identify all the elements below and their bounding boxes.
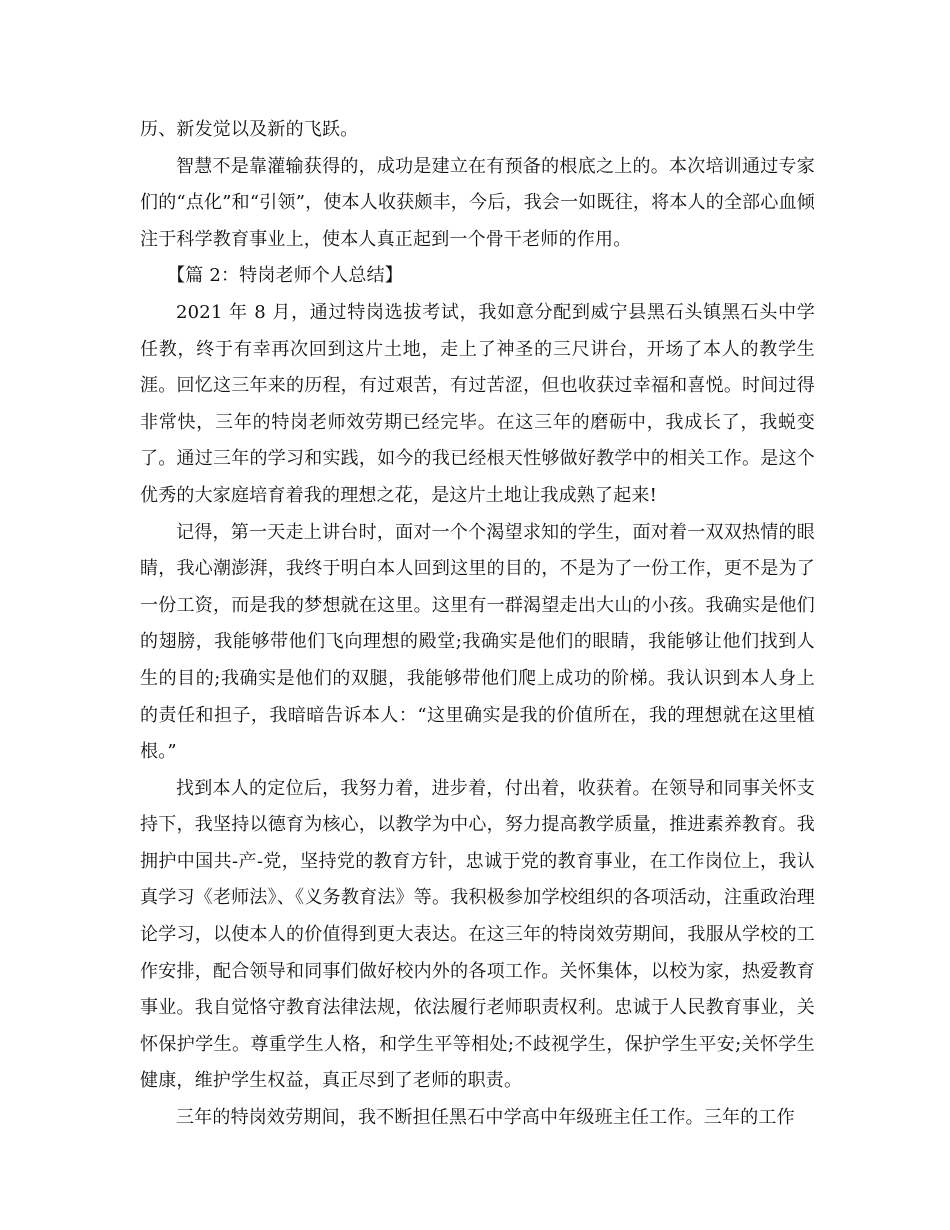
section-heading: 【篇 2：特岗老师个人总结】	[167, 265, 403, 287]
paragraph-continuation: 历、新发觉以及新的飞跃。	[140, 119, 359, 140]
paragraph-body: 2021 年 8 月，通过特岗选拔考试，我如意分配到威宁县黑石头镇黑石头中学任教，终于有幸再次回到这片土地，走上了神圣的三尺讲台，开场了本人的教学生涯。回忆这三年来的历程，有过艰苦，有过苦涩，但也收获过幸福和喜悦。时间过得非常快，三年的特岗老师效劳期已经完毕。在这三年的磨砺中，我成长了，我蜕变了。通过三年的学习和实践，如今的我已经根天性够做好教学中的相关工作。是这个优秀的大家庭培育着我的理想之花，是这片土地让我成熟了起来!	[140, 301, 815, 506]
paragraph-body: 找到本人的定位后，我努力着，进步着，付出着，收获着。在领导和同事关怀支持下，我坚持以德育为核心，以教学为中心，努力提高教学质量，推进素养教育。我拥护中国共-产-党，坚持党的教育方针，忠诚于党的教育事业，在工作岗位上，我认真学习《老师法》、《义务教育法》等。我积极参加学校组织的各项活动，注重政治理论学习，以使本人的价值得到更大表达。在这三年的特岗效劳期间，我服从学校的工作安排，配合领导和同事们做好校内外的各项工作。关怀集体，以校为家，热爱教育事业。我自觉恪守教育法律法规，依法履行老师职责权利。忠诚于人民教育事业，关怀保护学生。尊重学生人格，和学生平等相处;不歧视学生，保护学生平安;关怀学生健康，维护学生权益，真正尽到了老师的职责。	[140, 777, 815, 1092]
paragraph-body: 三年的特岗效劳期间，我不断担任黑石中学高中年级班主任工作。三年的工作	[176, 1107, 795, 1129]
document-body	[140, 112, 815, 1137]
paragraph-body: 记得，第一天走上讲台时，面对一个个渴望求知的学生，面对着一双双热情的眼睛，我心潮澎湃，我终于明白本人回到这里的目的，不是为了一份工作，更不是为了一份工资，而是我的梦想就在这里。这里有一群渴望走出大山的小孩。我确实是他们的翅膀，我能够带他们飞向理想的殿堂;我确实是他们的眼睛，我能够让他们找到人生的目的;我确实是他们的双腿，我能够带他们爬上成功的阶梯。我认识到本人身上的责任和担子，我暗暗告诉本人：“这里确实是我的价值所在，我的理想就在这里植根。”	[140, 521, 815, 763]
paragraph-body: 智慧不是靠灌输获得的，成功是建立在有预备的根底之上的。本次培训通过专家们的“点化”和“引领”，使本人收获颇丰，今后，我会一如既往，将本人的全部心血倾注于科学教育事业上，使本人真正起到一个骨干老师的作用。	[140, 155, 815, 250]
